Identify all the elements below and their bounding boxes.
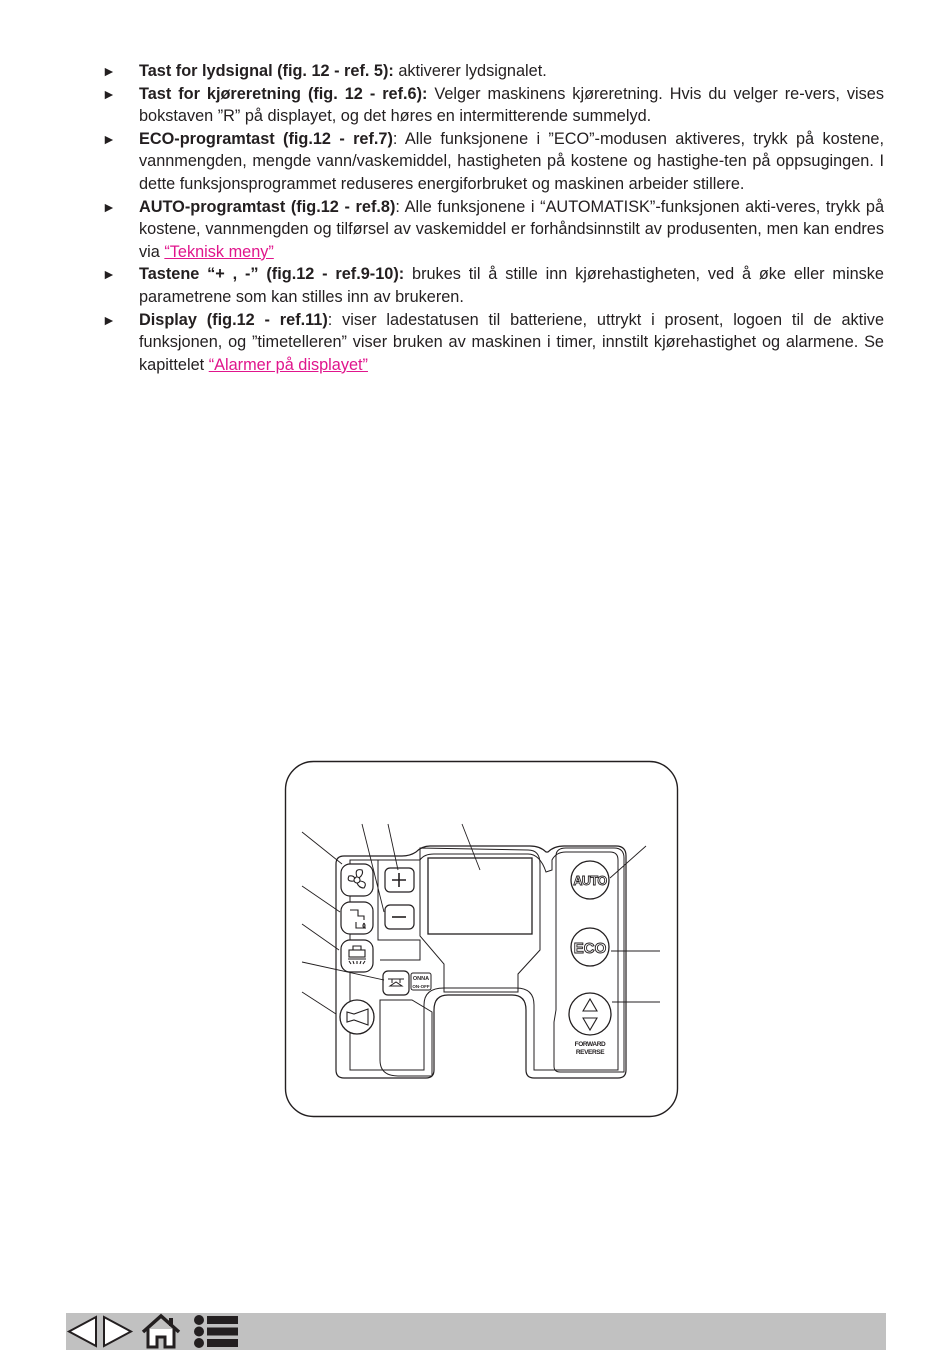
bullet-label: AUTO-programtast (fig.12 - ref.8) — [139, 197, 396, 216]
bullet-text: brukes til å stille inn kjørehastigheten, ved å øke eller minske parametrene som kan stilles inn av brukeren. — [139, 265, 884, 306]
control-panel-figure — [284, 760, 680, 1120]
teknisk-meny-link[interactable]: “Teknisk meny” — [164, 242, 274, 261]
onoff-badge-bottom: ON-OFF — [412, 984, 430, 989]
bullet-text: aktiverer lydsignalet. — [393, 62, 547, 80]
program-key-button[interactable] — [383, 971, 409, 995]
arrow-left-icon[interactable] — [66, 1313, 100, 1350]
bullet-arrow-icon: ► — [102, 130, 116, 147]
bullet-label: ECO-programtast (fig.12 - ref.7) — [139, 129, 393, 148]
bullet-arrow-icon: ► — [102, 63, 116, 79]
bullet-text: : viser ladestatusen til batteriene, uttrykt i prosent, logoen til de aktive funksjonen, og ”timetelleren” viser bruken av maskinen i timer, innstilt kjørehastighet og alarmene. Se kapittelet — [139, 310, 885, 374]
bullet-text: : Alle funksjonene i “AUTOMATISK”-funksjonen akti-veres, trykk på kostene, vannmengden og tilførsel av vaskemiddel er forhåndsinnstilt av produsenten, men kan endres via — [139, 197, 885, 261]
bullet-arrow-icon: ► — [102, 266, 116, 283]
auto-button-label: AUTO — [573, 874, 607, 888]
list-item — [102, 196, 884, 264]
bullet-list — [102, 60, 884, 376]
onoff-badge-top: ONNA — [412, 976, 430, 982]
water-button[interactable] — [341, 902, 373, 934]
list-item — [102, 128, 884, 196]
figure-frame — [286, 762, 678, 1117]
bullet-label: Display (fig.12 - ref.11) — [139, 310, 328, 329]
bullet-label: Tast for lydsignal (fig. 12 - ref. 5): — [139, 62, 394, 80]
bullet-arrow-icon: ► — [102, 198, 116, 215]
list-icon[interactable] — [192, 1313, 240, 1350]
bullet-arrow-icon: ► — [102, 85, 116, 102]
arrow-right-icon[interactable] — [100, 1313, 134, 1350]
list-item — [102, 83, 884, 128]
eco-button-label: ECO — [573, 940, 607, 957]
bullet-label: Tastene “+ , -” (fig.12 - ref.9-10): — [139, 265, 405, 284]
list-item — [102, 60, 884, 83]
forward-label: FORWARD — [574, 1041, 606, 1048]
home-icon[interactable] — [140, 1313, 182, 1350]
bullet-text: : Alle funksjonene i ”ECO”-modusen aktiveres, trykk på kostene, vannmengden, mengde vann/vaskemiddel, hastigheten på kostene og hastighe-ten på oppsugingen. I dette funksjonsprogrammet reduseres energiforbruket og maskinen arbeider stillere. — [139, 129, 884, 193]
list-item — [102, 309, 884, 377]
bullet-text: Velger maskinens kjøreretning. Hvis du velger re-vers, vises bokstaven ”R” på displayet, og det høres en intermitterende summelyd. — [139, 84, 884, 126]
alarmer-link[interactable]: “Alarmer på displayet” — [208, 355, 368, 374]
brush-button[interactable] — [341, 940, 373, 972]
bullet-arrow-icon: ► — [102, 311, 116, 328]
fan-button[interactable] — [341, 864, 373, 896]
footer-nav-bar — [66, 1313, 886, 1350]
horn-button[interactable] — [340, 1000, 374, 1034]
bullet-label: Tast for kjøreretning (fig. 12 - ref.6): — [139, 84, 428, 103]
list-item — [102, 263, 884, 308]
reverse-label: REVERSE — [575, 1049, 605, 1056]
